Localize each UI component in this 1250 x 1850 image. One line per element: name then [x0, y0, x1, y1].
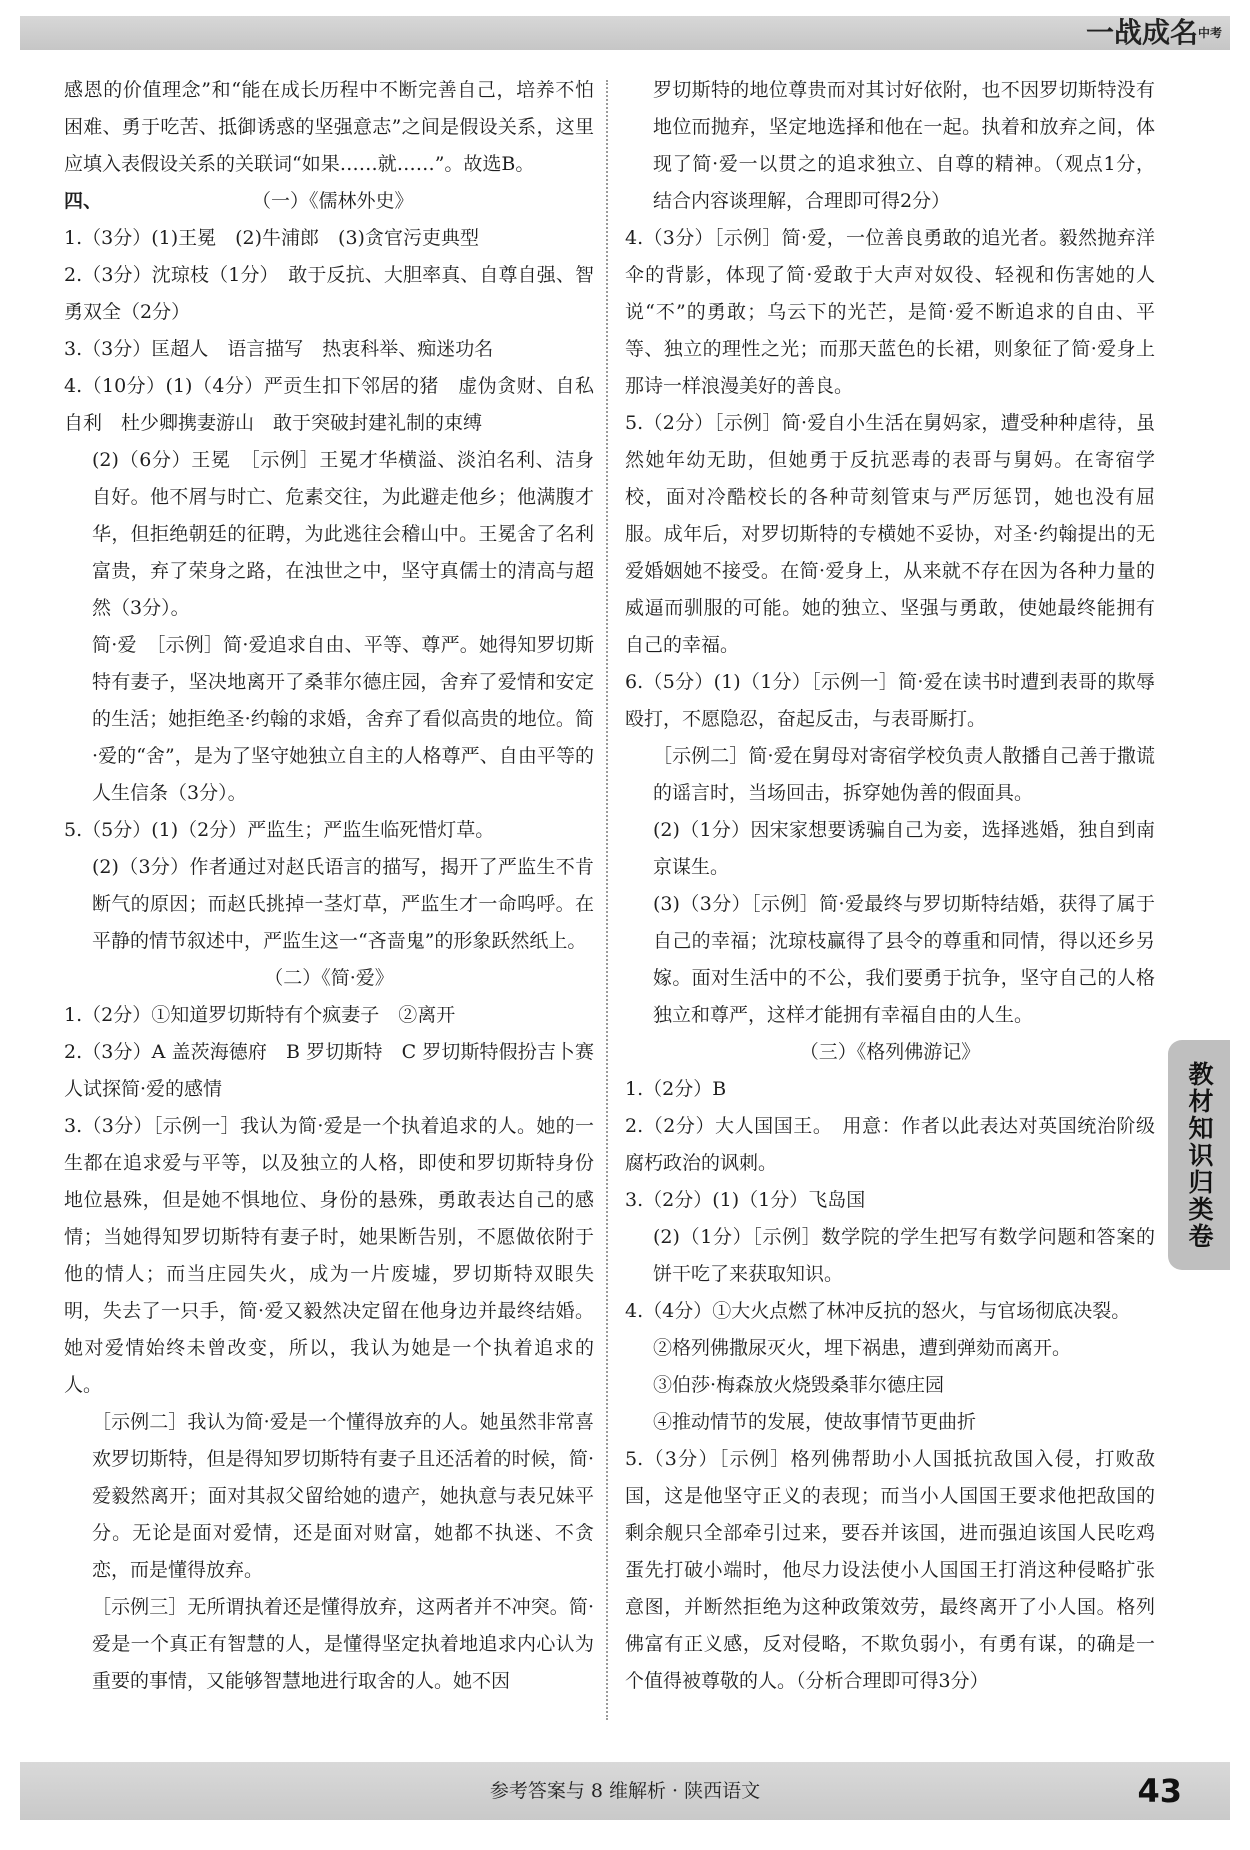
answer-q2: 2.（3分）沈琼枝（1分） 敢于反抗、大胆率真、自尊自强、智勇双全（2分）	[64, 264, 594, 323]
jane-q1: 1.（2分）①知道罗切斯特有个疯妻子 ②离开	[64, 1004, 456, 1026]
column-divider	[606, 80, 608, 1720]
jane-q3-example1: 3.（3分）［示例一］我认为简·爱是一个执着追求的人。她的一生都在追求爱与平等，以及独立的人格，即使和罗切斯特身份地位悬殊，但是她不惧地位、身份的悬殊，勇敢表达自己的感情；当她得知罗切斯特有妻子时，她果断告别，不愿做依附于他的情人；而当庄园失火，成为一片废墟，罗切斯特双眼失明，失去了一只手，简·爱又毅然决定留在他身边并最终结婚。她对爱情始终未曾改变，所以，我认为她是一个执着追求的人。	[64, 1115, 594, 1396]
jane-q6-part4: (3)（3分）［示例］简·爱最终与罗切斯特结婚，获得了属于自己的幸福；沈琼枝赢得了县令的尊重和同情，得以还乡另嫁。面对生活中的不公，我们要勇于抗争，坚守自己的人格独立和尊严，这样才能拥有幸福自由的人生。	[653, 893, 1155, 1026]
jane-q6-part3: (2)（1分）因宋家想要诱骗自己为妾，选择逃婚，独自到南京谋生。	[653, 819, 1155, 878]
right-column	[625, 72, 1155, 1700]
jane-q2: 2.（3分）A 盖茨海德府 B 罗切斯特 C 罗切斯特假扮吉卜赛人试探简·爱的感情	[64, 1041, 594, 1100]
answer-q4-part1: 4.（10分）(1)（4分）严贡生扣下邻居的猪 虚伪贪财、自私自利 杜少卿携妻游山 敢于突破封建礼制的束缚	[64, 375, 594, 434]
subsection-gulliver-title: （三）《格列佛游记》	[799, 1041, 981, 1063]
gulliver-q4-part4: ④推动情节的发展，使故事情节更曲折	[653, 1411, 977, 1433]
answer-q4-part2: (2)（6分）王冕 ［示例］王冕才华横溢、淡泊名利、洁身自好。他不屑与时亡、危素交往，为此避走他乡；他满腹才华，但拒绝朝廷的征聘，为此逃往会稽山中。王冕舍了名利富贵，弃了荣身之路，在浊世之中，坚守真儒士的清高与超然（3分）。	[92, 449, 594, 619]
gulliver-q2: 2.（2分）大人国国王。 用意：作者以此表达对英国统治阶级腐朽政治的讽刺。	[625, 1115, 1155, 1174]
gulliver-q3-part1: 3.（2分）(1)（1分）飞岛国	[625, 1189, 866, 1211]
answer-q3: 3.（3分）匡超人 语言描写 热衷科举、痴迷功名	[64, 338, 494, 360]
gulliver-q1: 1.（2分）B	[625, 1078, 727, 1100]
jane-q3-example2: ［示例二］我认为简·爱是一个懂得放弃的人。她虽然非常喜欢罗切斯特，但是得知罗切斯特有妻子且还活着的时候，简·爱毅然离开；面对其叔父留给她的遗产，她执意与表兄妹平分。无论是面对爱情，还是面对财富，她都不执迷、不贪恋，而是懂得放弃。	[92, 1411, 594, 1581]
subsection-jane-eyre-title: （二）《简·爱》	[264, 967, 394, 989]
jane-q4: 4.（3分）［示例］简·爱，一位善良勇敢的追光者。毅然抛弃洋伞的背影，体现了简·爱敢于大声对奴役、轻视和伤害她的人说“不”的勇敢；乌云下的光芒，是简·爱不断追求的自由、平等、独立的理性之光；而那天蓝色的长裙，则象征了简·爱身上那诗一样浪漫美好的善良。	[625, 227, 1155, 397]
left-column	[64, 72, 594, 1700]
answer-q4-part3: 简·爱 ［示例］简·爱追求自由、平等、尊严。她得知罗切斯特有妻子，坚决地离开了桑菲尔德庄园，舍弃了爱情和安定的生活；她拒绝圣·约翰的求婚，舍弃了看似高贵的地位。简·爱的“舍”，是为了坚守她独立自主的人格尊严、自由平等的人生信条（3分）。	[92, 634, 594, 804]
jane-q3-continued: 罗切斯特的地位尊贵而对其讨好依附，也不因罗切斯特没有地位而抛弃，坚定地选择和他在一起。执着和放弃之间，体现了简·爱一以贯之的追求独立、自尊的精神。（观点1分，结合内容谈理解，合理即可得2分）	[653, 79, 1155, 212]
gulliver-q4-part1: 4.（4分）①大火点燃了林冲反抗的怒火，与官场彻底决裂。	[625, 1300, 1131, 1322]
section-four-heading: 四、 （一）《儒林外史》	[64, 190, 414, 212]
footer-title: 参考答案与 8 维解析 · 陕西语文	[489, 1780, 761, 1802]
gulliver-q4-part3: ③伯莎·梅森放火烧毁桑菲尔德庄园	[653, 1374, 945, 1396]
header-band	[20, 16, 1230, 50]
side-tab: 教材知识归类卷	[1168, 1040, 1230, 1270]
answer-q5-part1: 5.（5分）(1)（2分）严监生；严监生临死惜灯草。	[64, 819, 495, 841]
gulliver-q3-part2: (2)（1分）［示例］数学院的学生把写有数学问题和答案的饼干吃了来获取知识。	[653, 1226, 1155, 1285]
answer-q1: 1.（3分）(1)王冕 (2)牛浦郎 (3)贪官污吏典型	[64, 227, 479, 249]
jane-q3-example3: ［示例三］无所谓执着还是懂得放弃，这两者并不冲突。简·爱是一个真正有智慧的人，是懂得坚定执着地追求内心认为重要的事情，又能够智慧地进行取舍的人。她不因	[92, 1596, 594, 1692]
jane-q5: 5.（2分）［示例］简·爱自小生活在舅妈家，遭受种种虐待，虽然她年幼无助，但她勇于反抗恶毒的表哥与舅妈。在寄宿学校，面对冷酷校长的各种苛刻管束与严厉惩罚，她也没有屈服。成年后，对罗切斯特的专横她不妥协，对圣·约翰提出的无爱婚姻她不接受。在简·爱身上，从来就不存在因为各种力量的威逼而驯服的可能。她的独立、坚强与勇敢，使她最终能拥有自己的幸福。	[625, 412, 1155, 656]
intro-paragraph: 感恩的价值理念”和“能在成长历程中不断完善自己，培养不怕困难、勇于吃苦、抵御诱惑的坚强意志”之间是假设关系，这里应填入表假设关系的关联词“如果……就……”。故选B。	[64, 79, 594, 175]
jane-q6-part1: 6.（5分）(1)（1分）［示例一］简·爱在读书时遭到表哥的欺辱殴打，不愿隐忍，奋起反击，与表哥厮打。	[625, 671, 1155, 730]
gulliver-q5: 5.（3分）［示例］格列佛帮助小人国抵抗敌国入侵，打败敌国，这是他坚守正义的表现；而当小人国国王要求他把敌国的剩余舰只全部牵引过来，要吞并该国，进而强迫该国人民吃鸡蛋先打破小端时，他尽力设法使小人国国王打消这种侵略扩张意图，并断然拒绝为这种政策效劳，最终离开了小人国。格列佛富有正义感，反对侵略，不欺负弱小，有勇有谋，的确是一个值得被尊敬的人。（分析合理即可得3分）	[625, 1448, 1155, 1692]
brand-logo: 一战成名$^{中考}$	[1085, 16, 1222, 49]
answer-q5-part2: (2)（3分）作者通过对赵氏语言的描写，揭开了严监生不肯断气的原因；而赵氏挑掉一茎灯草，严监生才一命呜呼。在平静的情节叙述中，严监生这一“吝啬鬼”的形象跃然纸上。	[92, 856, 594, 952]
gulliver-q4-part2: ②格列佛撒尿灭火，埋下祸患，遭到弹劾而离开。	[653, 1337, 1072, 1359]
jane-q6-part2: ［示例二］简·爱在舅母对寄宿学校负责人散播自己善于撒谎的谣言时，当场回击，拆穿她伪善的假面具。	[653, 745, 1155, 804]
page-number: 43	[1137, 1772, 1182, 1810]
